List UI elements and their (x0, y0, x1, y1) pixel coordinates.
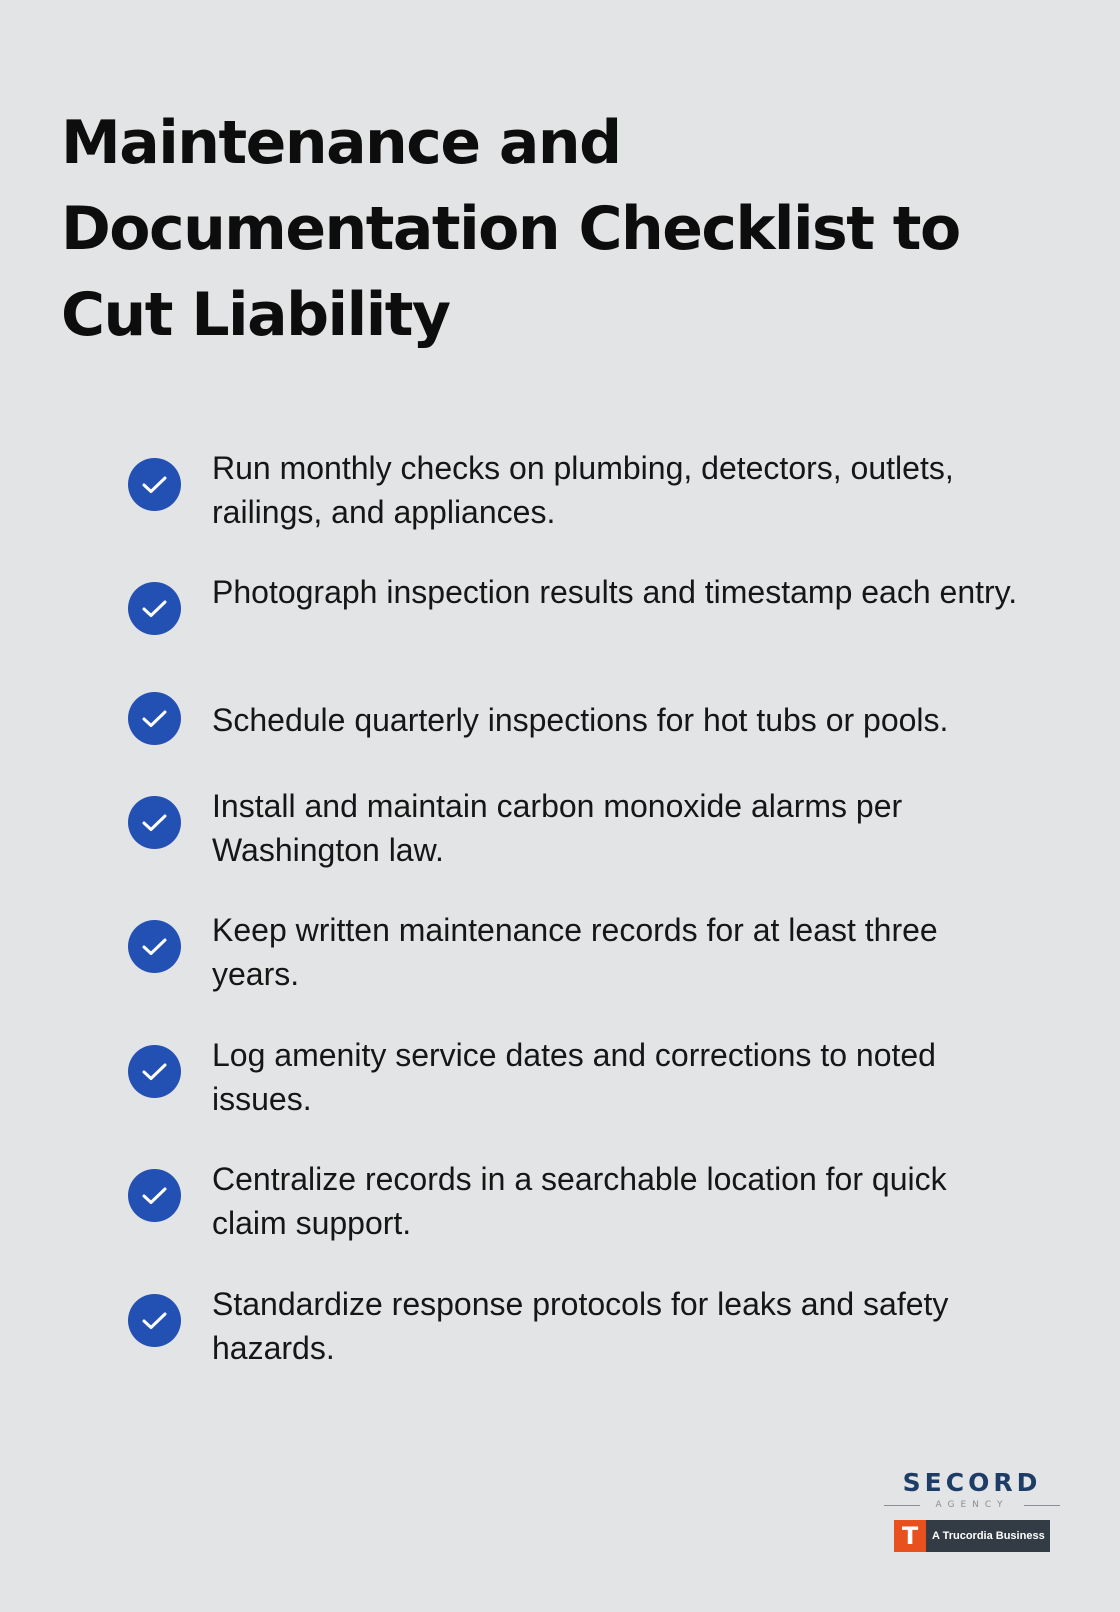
logo-tagline: A Trucordia Business (932, 1530, 1045, 1542)
check-icon (128, 1169, 181, 1222)
list-item-text: Install and maintain carbon monoxide alarms per Washington law. (212, 788, 903, 868)
check-icon (128, 796, 181, 849)
list-item (128, 446, 1028, 556)
list-item-text: Centralize records in a searchable location for quick claim support. (212, 1161, 947, 1241)
list-item (128, 784, 1028, 894)
trucordia-mark-icon: T (894, 1520, 926, 1552)
check-icon (128, 582, 181, 635)
logo-rule-left (884, 1505, 920, 1506)
list-item (128, 1282, 1028, 1392)
check-icon (128, 1294, 181, 1347)
list-item-text: Standardize response protocols for leaks and safety hazards. (212, 1286, 949, 1366)
list-item-text: Run monthly checks on plumbing, detectors, outlets, railings, and appliances. (212, 450, 954, 530)
check-icon (128, 920, 181, 973)
logo-name: SECORD (902, 1468, 1042, 1497)
list-item (128, 1033, 1028, 1143)
list-item (128, 908, 1028, 1018)
list-item-text: Schedule quarterly inspections for hot tubs or pools. (212, 702, 949, 738)
list-item-text: Photograph inspection results and timestamp each entry. (212, 574, 1018, 610)
check-icon (128, 1045, 181, 1098)
check-icon (128, 692, 181, 745)
list-item (128, 570, 1028, 680)
trucordia-badge (894, 1520, 1050, 1552)
logo-subtitle: AGENCY (935, 1500, 1009, 1510)
secord-agency-logo (884, 1468, 1060, 1552)
logo-rule-right (1024, 1505, 1060, 1506)
list-item-text: Log amenity service dates and corrections to noted issues. (212, 1037, 936, 1117)
list-item (128, 1157, 1028, 1267)
page-title: Maintenance and Documentation Checklist to Cut Liability (61, 108, 960, 350)
list-item-text: Keep written maintenance records for at least three years. (212, 912, 938, 992)
check-icon (128, 458, 181, 511)
logo-subtitle-row (884, 1498, 1060, 1512)
